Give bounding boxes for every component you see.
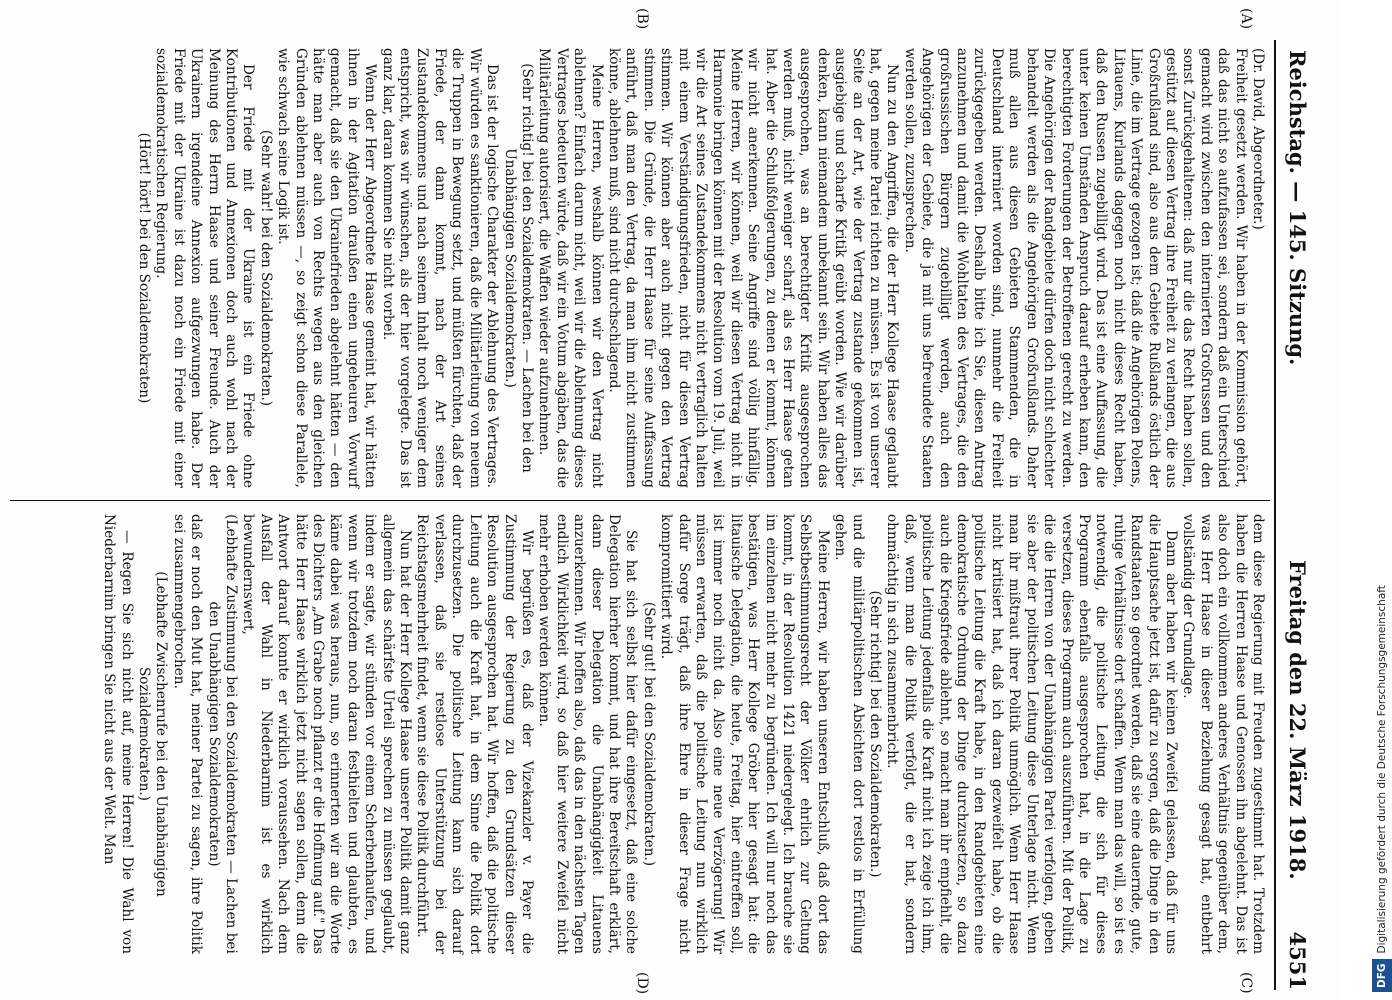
credit-text: Digitalisierung gefördert durch die Deutsche Forschungsgemeinschaft [1376, 585, 1388, 954]
paragraph: Der Friede mit der Ukraine ist ein Friede ohne Kontributionen und Annexionen doch auch wohl nach der Meinung des Herrn Haase und seiner Freunde. Auch der Ukrainern irgendeine Annexion aufgezwungen habe. Der Friede mit der Ukraine ist dazu noch ein Friede mit einer sozialdemokratischen Regierung. [153, 48, 257, 488]
margin-letter-c: (C) [1238, 972, 1254, 994]
running-head [1276, 40, 1310, 990]
dfg-logo: DFG [1372, 959, 1392, 992]
digitization-credit [1352, 8, 1388, 992]
header-rule [1274, 40, 1276, 990]
margin-letter-b: (B) [634, 8, 650, 30]
paragraph: Wir begrüßen es, daß der Vizekanzler v. Payer die Zustimmung der Regierung zu den Grundsätzen dieser Resolution ausgesprochen hat. Wir hoffen, daß die politische Leitung auch die Kraft hat, in dem Sinne die Politik dort durchzusetzen. Die politische Leitung kann sich darauf verlassen, daß sie restlose Unterstützung bei der Reichstagsmehrheit findet, wenn sie diese Politik durchführt. [414, 514, 535, 954]
interjection: (Sehr wahr! bei den Sozialdemokraten.) [257, 129, 274, 407]
paragraph: Wenn der Herr Abgeordnete Haase gemeint hat, wir hätten ihnen in der Agitation draußen einen ungeheuren Vorwurf gemacht, daß sie den Ukrainefrieden abgelehnt hätten — den hätte man aber auch von Rechts wegen aus den gleichen Gründen ablehnen müssen —, so zeigt schon diese Parallele, wie schwach seine Logik ist. [275, 48, 379, 488]
header-session-title: Reichstag. — 145. Sitzung. [1285, 50, 1310, 366]
header-page-number: 4551 [1285, 931, 1310, 990]
paragraph: Nun zu den Angriffen, die der Herr Kollege Haase geglaubt hat, gegen meine Partei richten zu müssen. Es ist von unserer Seite an der Art, wie der Vertrag zustande gekommen ist, ausgiebige und scharfe Kritik geübt worden. Wie wir darüber denken, kann niemandem unbekannt sein. Wir haben alles das ausgesprochen, was an berechtigter Kritik ausgesprochen werden muß, nicht weniger scharf, als es Herr Haase getan hat. Aber die Schlußfolgerungen, zu denen er kommt, können wir nicht anerkennen. Seine Angriffe sind völlig hinfällig. Meine Herren, wir können, weil wir diesen Vertrag nicht in Harmonie bringen können mit der Resolution vom 19. Juli, weil wir die Art seines Zustandekommens nicht vertraglich halten mit einem Verständigungsfrieden, nicht für diesen Vertrag stimmen. Wir können aber auch nicht gegen den Vertrag stimmen. Die Gründe, die Herr Haase für seine Auffassung anführt, daß man den Vertrag, da man ihm nicht zustimmen könne, ablehnen muß, sind nicht durchschlagend. [605, 48, 901, 488]
interjection: (Sehr richtig! bei den Sozialdemokraten.) [867, 590, 884, 878]
interjection: (Hört! hört! bei den Sozialdemokraten) [136, 132, 152, 404]
paragraph: Freiheit gesetzt werden. Wir haben in der Kommission gehört, daß das nicht so aufzufassen sei, sondern daß ein Unterschied gemacht wird zwischen den internierten Großrussen und den sonst Zurückgehaltenen: daß nur die das Recht haben sollen, gestützt auf diesen Vertrag ihre Freiheit zu verlangen, die aus Großrußland sind, also aus dem Gebiete Rußlands östlich der Linie, die im Vertrage gezogen ist; daß die Angehörigen Polens, Litauens, Kurlands dagegen noch nicht dieses Recht haben, daß den Russen zugebilligt wird. Das ist eine Auffassung, die unter keinen Umständen Anspruch darauf erheben kann, den berechtigten Forderungen der Betroffenen gerecht zu werden. Die Angehörigen der Randgebiete dürfen doch nicht schlechter behandelt werden als die Angehörigen Großrußlands. Daher muß allen aus diesen Gebieten Stammenden, die in Deutschland interniert worden sind, nunmehr die Freiheit zurückgegeben werden. Deshalb bitte ich Sie, diesen Antrag anzunehmen und damit die Wohltaten des Vertrages, die den großrussischen Bürgern zugebilligt werden, auch den Angehörigen der Gebiete, die ja mit uns befreundete Staaten werden sollen, zuzusprechen. [901, 48, 1249, 488]
right-column [10, 514, 1266, 954]
paragraph: und die militärpolitischen Absichten dort restlos in Erfüllung gehen. [832, 514, 866, 954]
paragraph: dem diese Regierung mit Freuden zugestimmt hat. Trotzdem haben die Herren Haase und Genossen ihn abgelehnt. Das ist also doch ein vollkommen anderes Verhältnis gegenüber dem, was Herr Haase in dieser Beziehung gesagt hat, entbehrt vollständig der Grundlage. [1180, 514, 1266, 954]
paragraph: Das ist der logische Charakter der Ablehnung des Vertrages. Wir würden es sanktionieren, daß die Militärleitung von neuem die Truppen in Bewegung setzt, und müßten fürchten, daß der Friede, der dann kommt, nach der Art seines Zustandekommens und nach seinem Inhalt noch weniger dem entspricht, was wir wünschen, als der hier vorgelegte. Das ist ganz klar, daran kommen Sie nicht vorbei. [379, 48, 501, 488]
paragraph: Dann aber haben wir keinen Zweifel gelassen, daß für uns die Hauptsache jetzt ist, dafür zu sorgen, daß die Dinge in den Randstaaten so geordnet werden, daß sie eine dauernde, gute, ruhige Verhältnisse dort schaffen. Wenn man das will, so ist es notwendig, die politische Leitung, die sich für dieses Programm ebenfalls ausgesprochen hat, in die Lage zu versetzen, dieses Programm auch auszuführen. Mit der Politik, die die Herren von der Unabhängigen Partei verfolgen, geben sie aber der politischen Leitung diese Unterlage nicht. Wenn man ihr mißtraut ihrer Politik unmöglich. Wenn Herr Haase nicht kritisiert hat, daß ich daran gezweifelt habe, ob die politische Leitung die Kraft habe, in den Randgebieten eine demokratische Ordnung der Dinge durchzusetzen, so dazu auch die Kriegsfriede ablehnt, so macht man ihr empfiehlt, die politische Leitung jedenfalls die Kraft nicht ich zeige ich ihm, daß, wenn man die Politik verfolgt, die er hat, sondern ohnmächtig in sich zusammenbricht. [884, 514, 1179, 954]
header-date: Freitag den 22. März 1918. [1285, 560, 1310, 880]
interjection: (Lebhafte Zwischenrufe bei den Unabhängigen Sozialdemokraten.) [136, 571, 170, 897]
margin-letter-d: (D) [634, 972, 650, 995]
paragraph: Meine Herren, weshalb können wir den Vertrag nicht ablehnen? Einfach darum nicht, weil wir die Ablehnung dieses Vertrages bedeuten würde, daß wir ein Votum abgäben, das die Militärleitung autorisiert, die Waffen wieder aufzunehmen. [536, 48, 605, 488]
paragraph: Nun hat der Herr Kollege Haase unserer Politik damit ganz allgemein das schärfste Urteil sprechen zu müssen geglaubt, indem er sagte, wir stünden vor einem Scherbenhaufen, und wenn wir trotzdem noch daran festhielten und glaubten, es käme dabei was heraus, nun, so erinnerten wir an die Worte des Dichters „Am Grabe noch pflanzt er die Hoffnung auf." Das hätte Herr Haase wirklich jetzt nicht sagen sollen, denn die Antwort darauf konnte er wirklich voraussehen. Nach dem Ausfall der Wahl in Niederbarnim ist es wirklich bewundernswert, [240, 514, 414, 954]
paragraph: Meine Herren, wir haben unseren Entschluß, daß dort das Selbstbestimmungsrecht der Völker ehrlich zur Geltung kommt, in der Resolution 1421 niedergelegt. Ich brauche sie im einzelnen nicht mehr zu begründen. Ich will nur noch das bestätigen, was Herr Kollege Gröber hier gesagt hat: die litauische Delegation, die heute, Freitag, hier eintreffen soll, ist immer noch nicht da. Also eine neue Verzögerung! Wir müssen erwarten, daß die politische Leitung nun wirklich dafür Sorge trägt, daß ihre Ehre in dieser Frage nicht kompromittiert wird. [658, 514, 831, 954]
speaker-line: (Dr. David, Abgeordneter.) [1250, 48, 1266, 230]
paragraph: Sie hat sich selbst hier dafür eingesetzt, daß eine solche Delegation hierher kommt, und hat ihre Bereitschaft erklärt, dann dieser Delegation die Unabhängigkeit Litauens anzuerkennen. Wir hoffen also, daß das in den nächsten Tagen endlich Wirklichkeit wird, so daß hier weitere Zweifel nicht mehr erhoben werden können. [536, 514, 640, 954]
column-divider [10, 500, 1270, 501]
left-column [10, 48, 1266, 488]
interjection: (Sehr gut! bei den Sozialdemokraten.) [640, 601, 657, 867]
paragraph: daß er noch den Mut hat, meiner Partei zu sagen, ihre Politik sei zusammengebrochen. [170, 514, 205, 954]
interjection: (Sehr richtig! bei den Sozialdemokraten. — Lachen bei den Unabhängigen Sozialdemokraten.) [501, 63, 535, 473]
margin-letter-a: (A) [1238, 8, 1254, 30]
paragraph: — Regen Sie sich nicht auf, meine Herren! Die Wahl von Niederbarnim bringen Sie nicht aus der Welt. Man [101, 514, 135, 954]
interjection: (Lebhafte Zustimmung bei den Sozialdemokraten — Lachen bei den Unabhängigen Sozialdemokraten) [205, 514, 240, 954]
